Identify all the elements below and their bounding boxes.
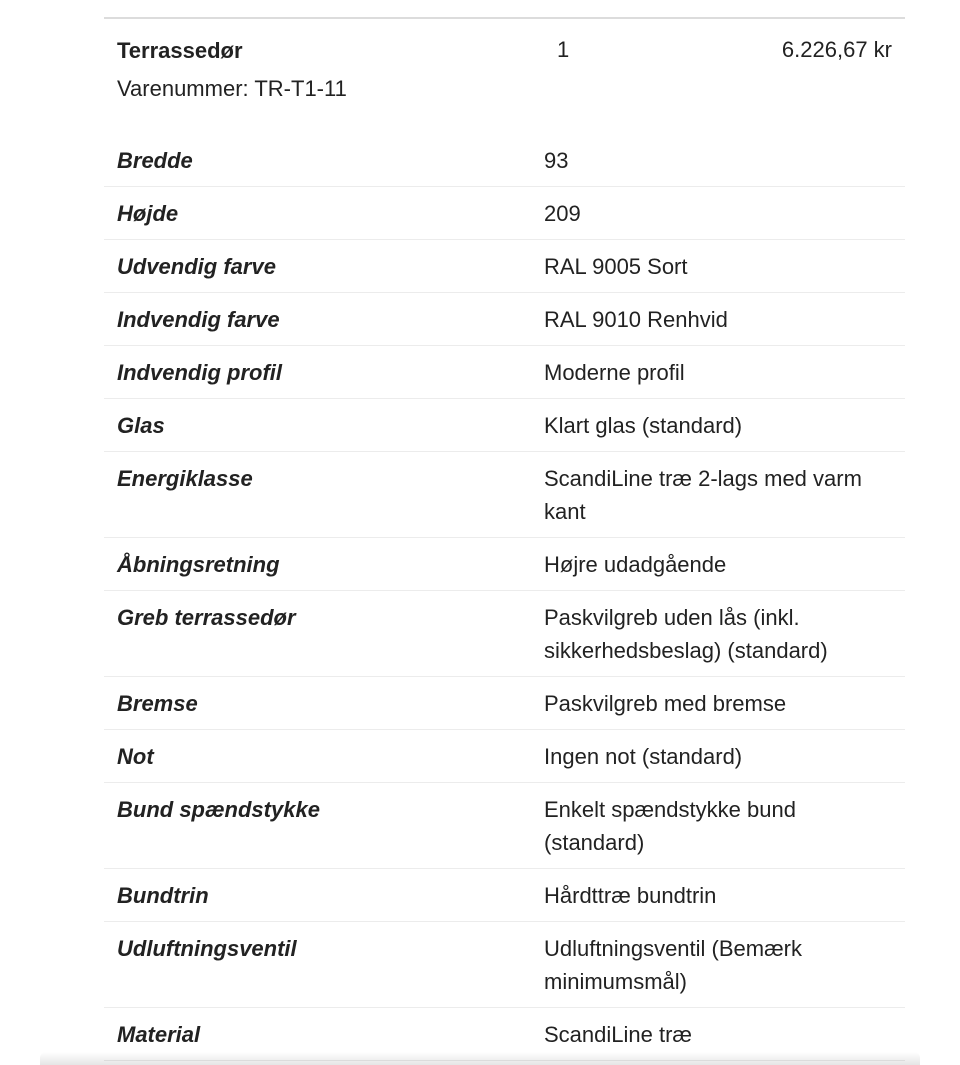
option-value: RAL 9005 Sort: [544, 254, 688, 279]
option-label: Bundtrin: [117, 883, 209, 908]
option-row-bredde: [104, 134, 905, 187]
option-value: Ingen not (standard): [544, 744, 743, 769]
option-label: Energiklasse: [117, 466, 253, 491]
option-label: Not: [117, 744, 154, 769]
option-value: Paskvilgreb med bremse: [544, 691, 787, 716]
option-row-udluftningsventil: [104, 922, 905, 1008]
option-row-hojde: [104, 187, 905, 240]
option-label: Udluftningsventil: [117, 936, 297, 961]
option-label: Udvendig farve: [117, 254, 276, 279]
product-price: 6.226,67 kr: [781, 37, 892, 62]
option-value: Højre udadgående: [544, 552, 727, 577]
option-value: Hårdttræ bundtrin: [544, 883, 717, 908]
option-value: Udluftningsventil (Bemærk minimumsmål): [544, 936, 802, 994]
option-label: Material: [117, 1022, 201, 1047]
order-item-table: [104, 17, 905, 1061]
option-row-energiklasse: [104, 452, 905, 538]
product-quantity: 1: [557, 37, 570, 62]
bottom-sheet-edge: [40, 1052, 920, 1065]
option-row-indvendig-profil: [104, 346, 905, 399]
option-value: ScandiLine træ: [544, 1022, 692, 1047]
option-row-glas: [104, 399, 905, 452]
option-label: Indvendig farve: [117, 307, 280, 332]
option-row-not: [104, 730, 905, 783]
option-value: 209: [544, 201, 581, 226]
option-label: Bremse: [117, 691, 198, 716]
option-value: Paskvilgreb uden lås (inkl. sikkerhedsbeslag) (standard): [544, 605, 828, 663]
option-label: Åbningsretning: [117, 552, 280, 577]
option-row-greb-terrassedor: [104, 591, 905, 677]
option-value: Enkelt spændstykke bund (standard): [544, 797, 796, 855]
option-value: Klart glas (standard): [544, 413, 743, 438]
option-row-bundtrin: [104, 869, 905, 922]
option-value: Moderne profil: [544, 360, 685, 385]
option-label: Bredde: [117, 148, 193, 173]
option-row-bremse: [104, 677, 905, 730]
product-name: Terrassedør: [117, 38, 243, 63]
option-row-bund-spaendstykke: [104, 783, 905, 869]
option-value: 93: [544, 148, 569, 173]
option-row-abningsretning: [104, 538, 905, 591]
option-label: Indvendig profil: [117, 360, 282, 385]
product-row: [104, 19, 905, 134]
option-label: Greb terrassedør: [117, 605, 296, 630]
option-value: RAL 9010 Renhvid: [544, 307, 728, 332]
option-row-indvendig-farve: [104, 293, 905, 346]
option-row-udvendig-farve: [104, 240, 905, 293]
option-label: Bund spændstykke: [117, 797, 320, 822]
product-sku: Varenummer: TR-T1-11: [117, 76, 347, 101]
option-label: Glas: [117, 413, 165, 438]
option-label: Højde: [117, 201, 179, 226]
option-value: ScandiLine træ 2-lags med varm kant: [544, 466, 862, 524]
